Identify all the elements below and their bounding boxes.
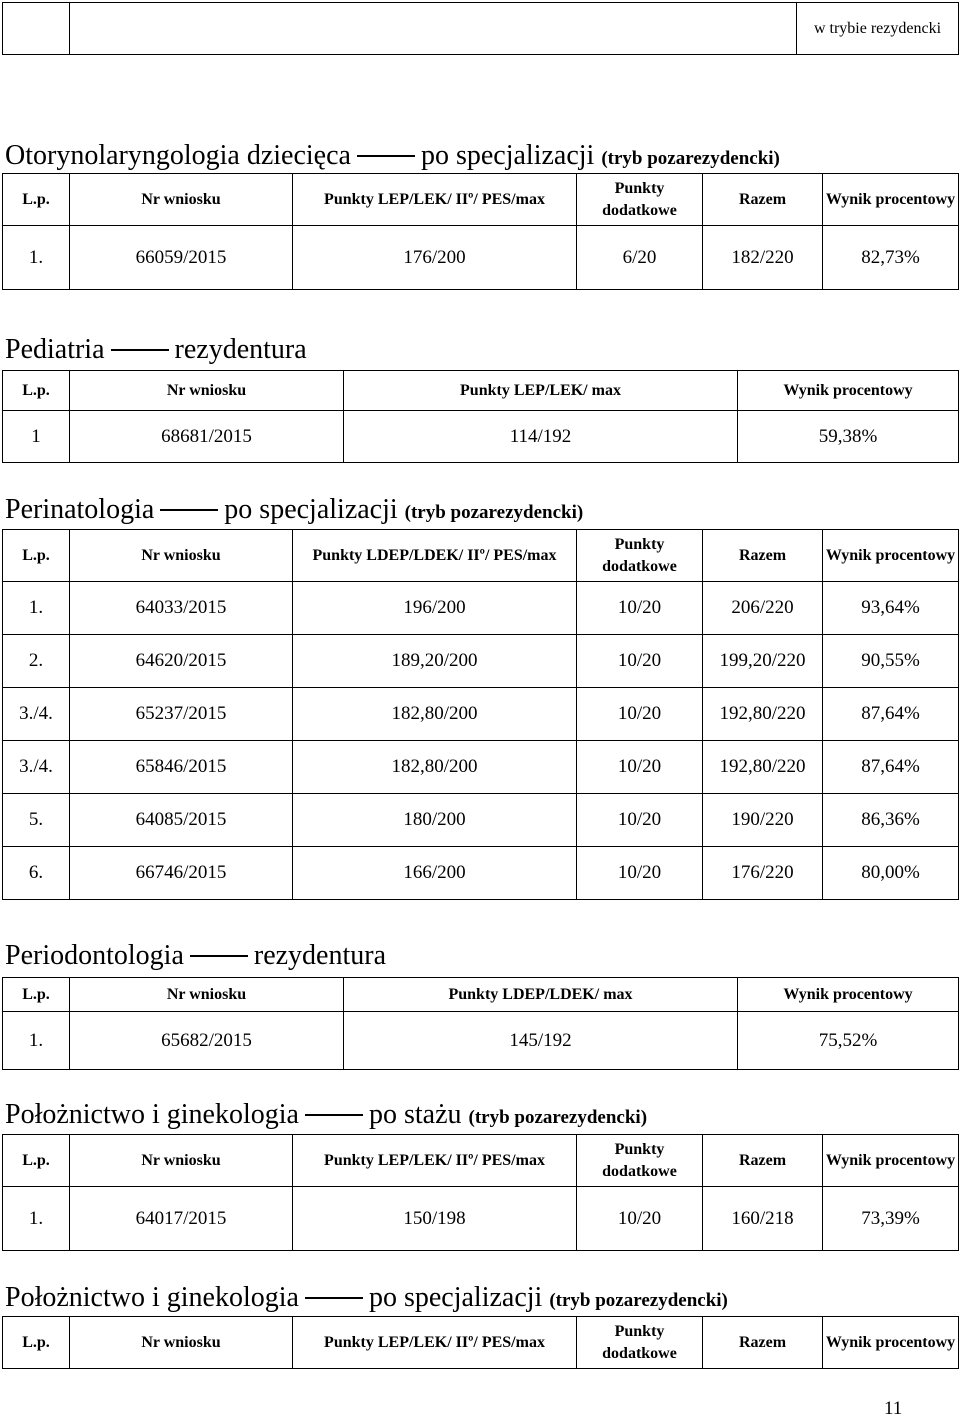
cell-lp: 3./4.: [3, 741, 70, 794]
cell-nr-wniosku: 65237/2015: [70, 688, 293, 741]
header-nr-wniosku: Nr wniosku: [70, 978, 344, 1012]
title-dash: [305, 1114, 363, 1116]
table-periodontologia: [2, 977, 959, 1070]
header-razem: Razem: [703, 174, 823, 226]
title-dash: [111, 349, 169, 351]
cell-nr-wniosku: 64017/2015: [70, 1187, 293, 1251]
cell-wynik: 75,52%: [738, 1012, 959, 1070]
section-title-main: Położnictwo i ginekologia: [5, 1099, 299, 1130]
header-lp: L.p.: [3, 1135, 70, 1187]
title-dash: [357, 155, 415, 157]
table-row: [3, 847, 959, 900]
header-razem: Razem: [703, 1317, 823, 1369]
cell-razem: 190/220: [703, 794, 823, 847]
cell-lp: 1.: [3, 226, 70, 290]
cell-wynik: 93,64%: [823, 582, 959, 635]
cell-nr-wniosku: 64085/2015: [70, 794, 293, 847]
header-lp: L.p.: [3, 530, 70, 582]
section-title-suffix: po stażu: [368, 1099, 462, 1130]
cell-wynik: 86,36%: [823, 794, 959, 847]
table-perinatologia: [2, 529, 959, 900]
section-title-note: (tryb pozarezydencki): [601, 148, 780, 169]
section-title-periodontologia: [5, 940, 386, 972]
header-lp: L.p.: [3, 1317, 70, 1369]
cell-punkty-dodatkowe: 10/20: [577, 741, 703, 794]
cell-punkty-dodatkowe: 10/20: [577, 1187, 703, 1251]
cell-punkty-dodatkowe: 10/20: [577, 582, 703, 635]
cell-wynik: 90,55%: [823, 635, 959, 688]
cell-punkty: 145/192: [344, 1012, 738, 1070]
cell-razem: 176/220: [703, 847, 823, 900]
table-row: [3, 1012, 959, 1070]
section-title-note: (tryb pozarezydencki): [549, 1290, 728, 1311]
cell-punkty: 182,80/200: [293, 741, 577, 794]
section-title-poloznictwo-po-specjalizacji: [5, 1282, 728, 1314]
header-wynik: Wynik procentowy: [823, 530, 959, 582]
header-punkty: Punkty LEP/LEK/ max: [344, 371, 738, 411]
cell-punkty: 150/198: [293, 1187, 577, 1251]
cell-punkty-dodatkowe: 6/20: [577, 226, 703, 290]
section-title-main: Położnictwo i ginekologia: [5, 1282, 299, 1313]
top-fragment-cell-empty: [70, 3, 797, 55]
cell-razem: 182/220: [703, 226, 823, 290]
cell-punkty: 196/200: [293, 582, 577, 635]
table-row: [3, 635, 959, 688]
cell-punkty-dodatkowe: 10/20: [577, 794, 703, 847]
section-title-main: Pediatria: [5, 334, 105, 365]
cell-lp: 5.: [3, 794, 70, 847]
title-dash: [305, 1297, 363, 1299]
cell-nr-wniosku: 65846/2015: [70, 741, 293, 794]
cell-lp: 1.: [3, 582, 70, 635]
title-dash: [160, 509, 218, 511]
section-title-perinatologia: [5, 494, 583, 526]
header-nr-wniosku: Nr wniosku: [70, 1317, 293, 1369]
table-row: [3, 226, 959, 290]
cell-punkty-dodatkowe: 10/20: [577, 688, 703, 741]
cell-razem: 199,20/220: [703, 635, 823, 688]
cell-lp: 2.: [3, 635, 70, 688]
cell-wynik: 59,38%: [738, 411, 959, 463]
header-nr-wniosku: Nr wniosku: [70, 1135, 293, 1187]
table-pediatria: [2, 370, 959, 463]
section-title-pediatria: [5, 334, 307, 366]
cell-punkty: 166/200: [293, 847, 577, 900]
header-punkty: Punkty LEP/LEK/ IIº/ PES/max: [293, 174, 577, 226]
header-lp: L.p.: [3, 371, 70, 411]
section-title-main: Otorynolaryngologia dziecięca: [5, 140, 351, 171]
cell-nr-wniosku: 64033/2015: [70, 582, 293, 635]
cell-punkty: 182,80/200: [293, 688, 577, 741]
table-otorynolaryngologia: [2, 173, 959, 290]
cell-lp: 1: [3, 411, 70, 463]
header-punkty: Punkty LDEP/LDEK/ max: [344, 978, 738, 1012]
cell-lp: 1.: [3, 1187, 70, 1251]
header-wynik: Wynik procentowy: [738, 978, 959, 1012]
cell-lp: 6.: [3, 847, 70, 900]
header-wynik: Wynik procentowy: [823, 1135, 959, 1187]
cell-wynik: 73,39%: [823, 1187, 959, 1251]
section-title-suffix: po specjalizacji: [420, 140, 595, 171]
cell-punkty: 114/192: [344, 411, 738, 463]
header-wynik: Wynik procentowy: [738, 371, 959, 411]
section-title-poloznictwo-po-stazu: [5, 1099, 647, 1131]
section-title-otorynolaryngologia: [5, 140, 780, 172]
section-title-note: (tryb pozarezydencki): [468, 1107, 648, 1128]
cell-punkty: 180/200: [293, 794, 577, 847]
header-punkty-dodatkowe: Punkty dodatkowe: [577, 174, 703, 226]
table-row: [3, 688, 959, 741]
top-fragment-table: [2, 2, 959, 55]
cell-nr-wniosku: 64620/2015: [70, 635, 293, 688]
top-fragment-label: w trybie rezydencki: [797, 3, 959, 55]
table-poloznictwo-po-stazu: [2, 1134, 959, 1251]
header-punkty: Punkty LEP/LEK/ IIº/ PES/max: [293, 1317, 577, 1369]
title-dash: [190, 955, 248, 957]
header-nr-wniosku: Nr wniosku: [70, 530, 293, 582]
table-row: [3, 741, 959, 794]
header-punkty-dodatkowe: Punkty dodatkowe: [577, 1135, 703, 1187]
header-punkty-dodatkowe: Punkty dodatkowe: [577, 1317, 703, 1369]
header-nr-wniosku: Nr wniosku: [70, 174, 293, 226]
header-punkty-dodatkowe: Punkty dodatkowe: [577, 530, 703, 582]
section-title-suffix: po specjalizacji: [224, 494, 398, 525]
header-wynik: Wynik procentowy: [823, 174, 959, 226]
header-lp: L.p.: [3, 978, 70, 1012]
top-fragment-cell-lp: [3, 3, 70, 55]
cell-razem: 206/220: [703, 582, 823, 635]
header-punkty: Punkty LEP/LEK/ IIº/ PES/max: [293, 1135, 577, 1187]
cell-punkty: 176/200: [293, 226, 577, 290]
table-row: [3, 582, 959, 635]
cell-wynik: 82,73%: [823, 226, 959, 290]
cell-wynik: 87,64%: [823, 688, 959, 741]
cell-punkty-dodatkowe: 10/20: [577, 635, 703, 688]
cell-lp: 3./4.: [3, 688, 70, 741]
section-title-note: (tryb pozarezydencki): [404, 502, 584, 523]
header-wynik: Wynik procentowy: [823, 1317, 959, 1369]
page-number: 11: [884, 1398, 903, 1419]
cell-wynik: 80,00%: [823, 847, 959, 900]
cell-nr-wniosku: 65682/2015: [70, 1012, 344, 1070]
table-row: [3, 794, 959, 847]
header-punkty: Punkty LDEP/LDEK/ IIº/ PES/max: [293, 530, 577, 582]
cell-wynik: 87,64%: [823, 741, 959, 794]
header-razem: Razem: [703, 1135, 823, 1187]
cell-razem: 160/218: [703, 1187, 823, 1251]
section-title-main: Perinatologia: [5, 494, 155, 525]
cell-punkty: 189,20/200: [293, 635, 577, 688]
cell-razem: 192,80/220: [703, 688, 823, 741]
header-lp: L.p.: [3, 174, 70, 226]
cell-nr-wniosku: 68681/2015: [70, 411, 344, 463]
cell-razem: 192,80/220: [703, 741, 823, 794]
section-title-suffix: rezydentura: [174, 334, 307, 365]
table-poloznictwo-po-specjalizacji: [2, 1316, 959, 1369]
section-title-suffix: po specjalizacji: [368, 1282, 543, 1313]
cell-nr-wniosku: 66059/2015: [70, 226, 293, 290]
section-title-main: Periodontologia: [5, 940, 184, 971]
header-razem: Razem: [703, 530, 823, 582]
cell-punkty-dodatkowe: 10/20: [577, 847, 703, 900]
cell-nr-wniosku: 66746/2015: [70, 847, 293, 900]
table-row: [3, 1187, 959, 1251]
cell-lp: 1.: [3, 1012, 70, 1070]
header-nr-wniosku: Nr wniosku: [70, 371, 344, 411]
section-title-suffix: rezydentura: [253, 940, 387, 971]
table-row: [3, 411, 959, 463]
